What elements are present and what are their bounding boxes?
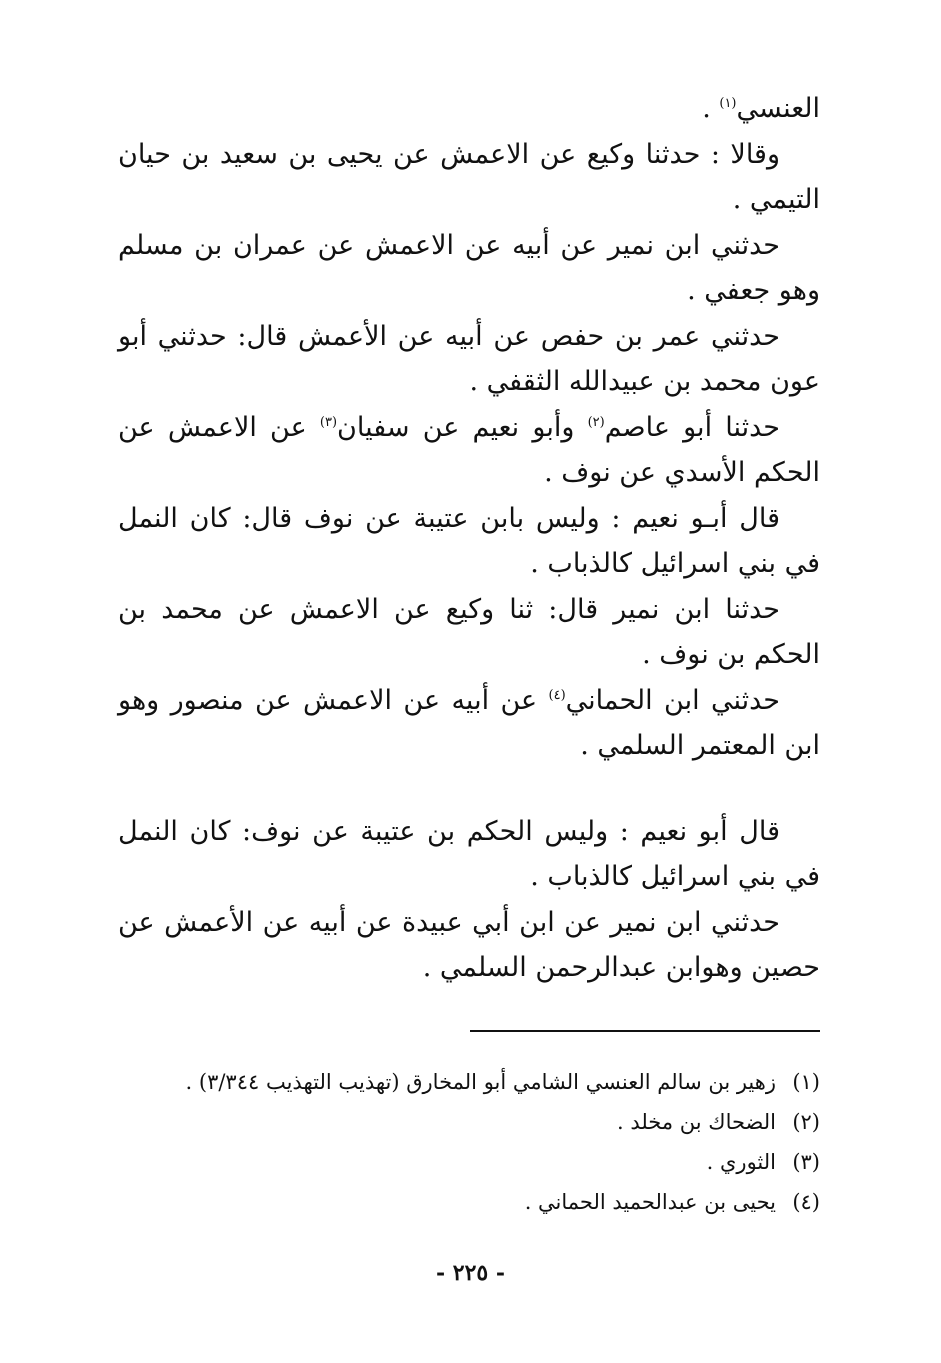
footnote-4-number: (٤) <box>792 1190 820 1214</box>
footnote-ref-1: (١) <box>719 96 737 111</box>
paragraph-1-text: العنسي <box>736 93 820 124</box>
paragraph-8-part-a: حدثني ابن الحماني <box>565 684 780 716</box>
footnote-2-number: (٢) <box>792 1110 820 1134</box>
paragraph-1-end: . <box>702 93 720 124</box>
footnote-1-text: زهير بن سالم العنسي الشامي أبو المخارق (تهذيب التهذيب ٣/٣٤٤) . <box>185 1070 776 1094</box>
footnote-4-text: يحيى بن عبدالحميد الحماني . <box>524 1190 776 1214</box>
paragraph-6: قال أبـو نعيم : وليس بابن عتيبة عن نوف قال: كان النمل في بني اسرائيل كالذباب . <box>118 502 820 579</box>
footnotes <box>150 1062 820 1222</box>
footnote-3 <box>150 1142 820 1182</box>
paragraph-3: حدثني ابن نمير عن أبيه عن الاعمش عن عمران بن مسلم وهو جعفي . <box>118 229 820 306</box>
paragraph-gap <box>118 769 820 809</box>
paragraph-5-part-a: حدثنا أبو عاصم <box>604 411 781 443</box>
page-number: - ٢٢٥ - <box>435 1260 506 1286</box>
paragraph-7: حدثنا ابن نمير قال: ثنا وكيع عن الاعمش عن محمد بن الحكم بن نوف . <box>118 593 820 670</box>
paragraph-5 <box>118 405 820 496</box>
footnote-1 <box>150 1062 820 1102</box>
footnote-4 <box>150 1182 820 1222</box>
paragraph-5-part-b: وأبو نعيم عن سفيان <box>337 411 588 443</box>
paragraph-4: حدثني عمر بن حفص عن أبيه عن الأعمش قال: حدثني أبو عون محمد بن عبيدالله الثقفي . <box>118 320 820 397</box>
footnote-ref-3: (٣) <box>319 414 338 430</box>
footnote-divider <box>470 1030 820 1032</box>
footnote-1-number: (١) <box>792 1070 820 1094</box>
footnote-2 <box>150 1102 820 1142</box>
footnote-3-text: الثوري . <box>706 1150 776 1174</box>
main-text <box>118 86 820 991</box>
paragraph-8-part-b: عن أبيه عن الاعمش عن منصور وهو ابن المعتمر السلمي . <box>118 684 820 761</box>
paragraph-2: وقالا : حدثنا وكيع عن الاعمش عن يحيى بن سعيد بن حيان التيمي . <box>118 138 820 215</box>
paragraph-8 <box>118 678 820 769</box>
footnote-2-text: الضحاك بن مخلد . <box>616 1110 776 1134</box>
paragraph-10: حدثني ابن نمير عن ابن أبي عبيدة عن أبيه عن الأعمش عن حصين وهوابن عبدالرحمن السلمي . <box>118 906 820 983</box>
footnote-ref-2: (٢) <box>587 414 605 430</box>
paragraph-1 <box>118 86 820 132</box>
footnote-3-number: (٣) <box>792 1150 820 1174</box>
paragraph-5-part-c: عن الاعمش عن الحكم الأسدي عن نوف . <box>118 411 820 488</box>
paragraph-9: قال أبو نعيم : وليس الحكم بن عتيبة عن نوف: كان النمل في بني اسرائيل كالذباب . <box>118 815 820 892</box>
footnote-ref-4: (٤) <box>548 687 566 703</box>
